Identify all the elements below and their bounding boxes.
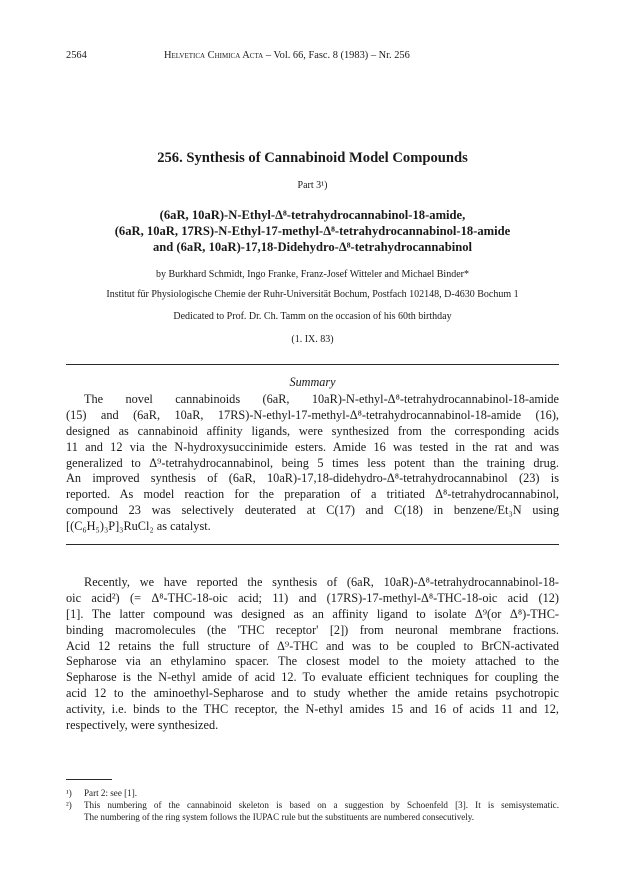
summary-heading: Summary <box>289 375 336 389</box>
summary-paragraph <box>66 392 559 535</box>
footnote-rule <box>66 779 112 780</box>
body-line: respectively, were synthesized. <box>66 718 219 733</box>
summary-bottom-rule <box>66 544 559 545</box>
body-line: acid 12 to the aminoethyl-Sepharose and to study whether the amide retains psychotropic <box>66 686 559 701</box>
volume-info: – Vol. 66, Fasc. 8 (1983) – Nr. 256 <box>265 50 410 61</box>
summary-line: 11 and 12 via the N-hydroxysuccinimide esters. Amide 16 was tested in the rat and was <box>66 439 559 454</box>
summary-line: reported. As model reaction for the preparation of a tritiated Δ⁸-tetrahydrocannabinol, <box>66 487 559 502</box>
body-line: oic acid²) (= Δ⁸-THC-18-oic acid; 11) and (17RS)-17-methyl-Δ⁸-THC-18-oic acid (12) <box>66 590 559 605</box>
journal-name: Helvetica Chimica Acta <box>164 50 264 61</box>
dedication: Dedicated to Prof. Dr. Ch. Tamm on the occasion of his 60th birthday <box>173 311 452 322</box>
body-line: Sepharose via an ethylamino spacer. The closest model to the moiety attached to the <box>66 654 559 669</box>
body-line: binding macromolecules (the 'THC receptor' [2]) from neuronal membrane fractions. <box>66 622 559 637</box>
summary-line: The novel cannabinoids (6aR, 10aR)-N-ethyl-Δ⁸-tetrahydrocannabinol-18-amide <box>84 392 559 406</box>
summary-line: designed as cannabinoid affinity ligands, were synthesized from the corresponding acids <box>66 423 559 438</box>
introduction-paragraph <box>66 575 559 734</box>
body-line: Acid 12 retains the full structure of Δ⁹-THC and was to be coupled to BrCN-activated <box>66 638 559 653</box>
affiliation: Institut für Physiologische Chemie der Ruhr-Universität Bochum, Postfach 102148, D-4630 Bochum 1 <box>106 289 519 300</box>
received-date: (1. IX. 83) <box>291 334 334 345</box>
footnote-line: Part 2: see [1]. <box>84 788 138 798</box>
summary-top-rule <box>66 364 559 365</box>
footnote <box>66 787 559 799</box>
part-label: Part 3¹) <box>297 180 328 191</box>
subtitle-line: (6aR, 10aR)-N-Ethyl-Δ⁸-tetrahydrocannabinol-18-amide, <box>159 208 466 222</box>
article-subtitle <box>66 207 559 255</box>
footnote-line: This numbering of the cannabinoid skeleton is based on a suggestion by Schoenfeld [3]. It is semisystematic. <box>84 800 559 811</box>
footnote-marker: ²) <box>66 800 72 811</box>
summary-line: compound 23 was selectively deuterated at C(17) and C(18) in benzene/Et₃N using <box>66 503 559 518</box>
article-title: 256. Synthesis of Cannabinoid Model Compounds <box>157 150 468 166</box>
footnote <box>66 799 559 823</box>
summary-line: [(C₆H₅)₃P]₃RuCl₂ as catalyst. <box>66 519 211 534</box>
body-line: Recently, we have reported the synthesis of (6aR, 10aR)-Δ⁸-tetrahydrocannabinol-18- <box>84 575 559 589</box>
subtitle-line: (6aR, 10aR, 17RS)-N-Ethyl-17-methyl-Δ⁸-tetrahydrocannabinol-18-amide <box>114 224 511 238</box>
author-list: by Burkhard Schmidt, Ingo Franke, Franz-Josef Witteler and Michael Binder* <box>156 269 469 280</box>
footnotes <box>66 787 559 824</box>
summary-line: generalized to Δ⁹-tetrahydrocannabinol, being 5 times less potent than the training drug. <box>66 455 559 470</box>
footnote-marker: ¹) <box>66 788 72 798</box>
footnote-line: The numbering of the ring system follows the IUPAC rule but the substituents are numbered consecutively. <box>84 812 475 823</box>
body-line: [1]. The latter compound was designed as an affinity ligand to isolate Δ⁹(or Δ⁸)-THC- <box>66 606 559 621</box>
page-number: 2564 <box>66 50 87 61</box>
body-line: activity, i.e. binds to the THC receptor, the N-ethyl amides 15 and 16 of acids 11 and 12, <box>66 702 559 717</box>
summary-line: (15) and (6aR, 10aR, 17RS)-N-ethyl-17-methyl-Δ⁸-tetrahydrocannabinol-18-amide (16), <box>66 407 559 422</box>
running-head <box>66 50 559 64</box>
journal-citation <box>164 50 410 61</box>
subtitle-line: and (6aR, 10aR)-17,18-Didehydro-Δ⁸-tetrahydrocannabinol <box>152 240 473 254</box>
summary-line: An improved synthesis of (6aR, 10aR)-17,18-didehydro-Δ⁸-tetrahydrocannabinol (23) is <box>66 471 559 486</box>
body-line: Sepharose is the N-ethyl amide of acid 12. To evaluate efficient techniques for coupling the <box>66 670 559 685</box>
